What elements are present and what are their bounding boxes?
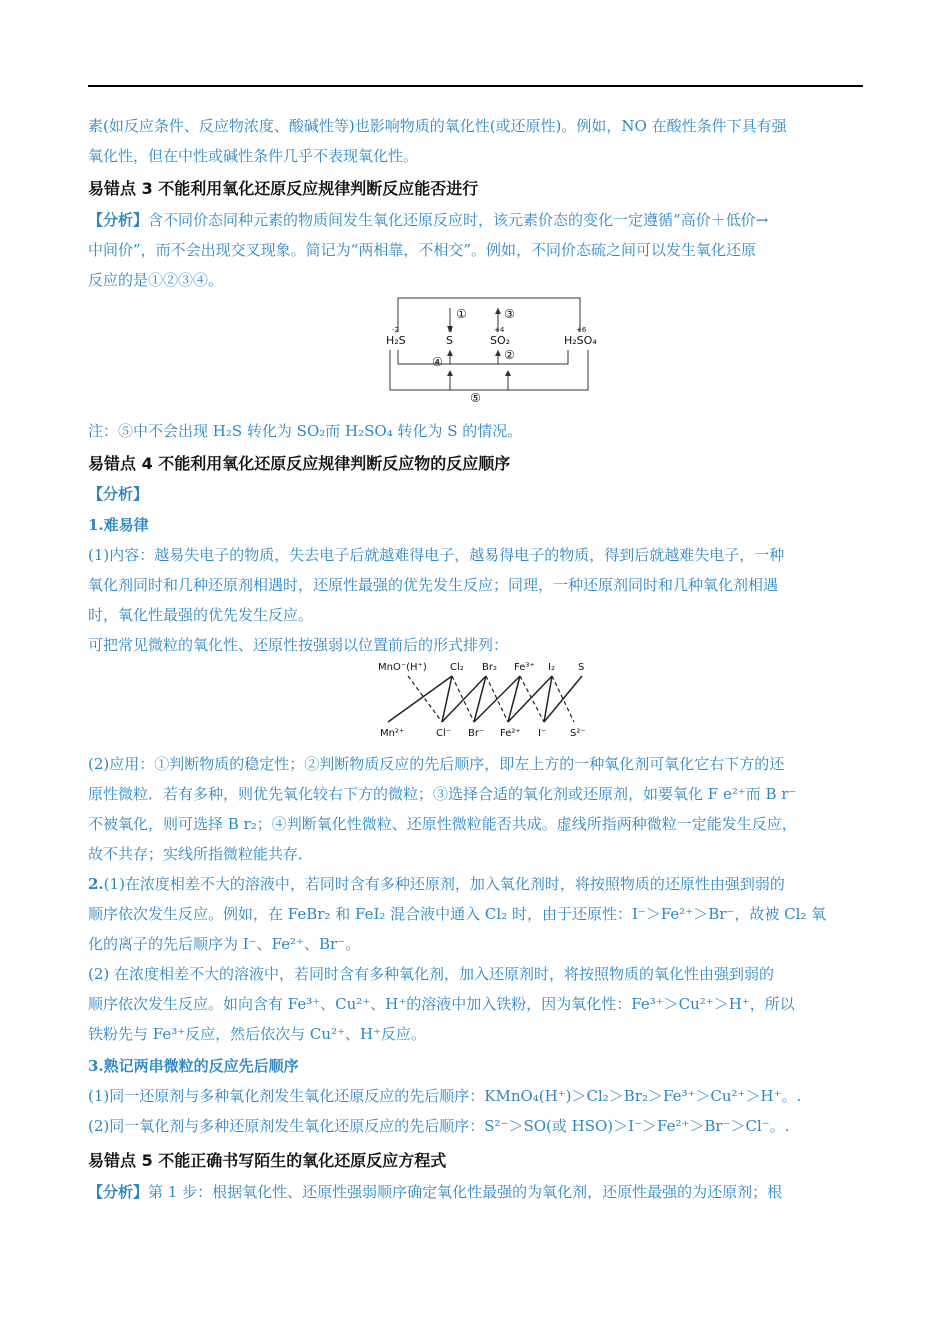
analysis-paragraph: [88, 1177, 868, 1207]
reducer-label: Cl⁻: [436, 728, 452, 739]
paragraph-line: 氧化剂同时和几种还原剂相遇时，还原性最强的优先发生反应；同理，一种还原剂同时和几种氧化剂相遇: [88, 576, 779, 594]
mark-3: ③: [504, 307, 515, 321]
reducer-label: Fe²⁺: [500, 728, 521, 739]
paragraph-line: 顺序依次发生反应。如向含有 Fe³⁺、Cu²⁺、H⁺的溶液中加入铁粉，因为氧化性：Fe³⁺＞Cu²⁺＞H⁺，所以: [88, 995, 795, 1013]
oxidizer-label: Br₂: [482, 662, 497, 673]
paragraph-line: 中间价”，而不会出现交叉现象。简记为“两相靠，不相交”。例如，不同价态硫之间可以发生氧化还原: [88, 241, 757, 259]
subheading-3: 3.熟记两串微粒的反应先后顺序: [88, 1057, 299, 1075]
mark-4: ④: [432, 355, 443, 369]
oxidizer-label: I₂: [548, 662, 555, 673]
paragraph-line: 含不同价态同种元素的物质间发生氧化还原反应时，该元素价态的变化一定遵循“高价＋低价→: [148, 211, 769, 229]
analysis-tag: 【分析】: [88, 1183, 149, 1201]
subheading-2: 2.: [88, 875, 104, 893]
species-label: H₂SO₄: [564, 334, 597, 347]
reducer-label: I⁻: [538, 728, 547, 739]
mark-1: ①: [456, 307, 467, 321]
paragraph-text: (1)在浓度相差不大的溶液中，若同时含有多种还原剂，加入氧化剂时，将按照物质的还原性由强到弱的: [103, 875, 785, 893]
species-label: H₂S: [386, 334, 406, 347]
paragraph-line: (1)同一还原剂与多种氧化剂发生氧化还原反应的先后顺序：KMnO₄(H⁺)＞Cl₂＞Br₂＞Fe³⁺＞Cu²⁺＞H⁺。.: [88, 1087, 802, 1105]
header-rule: [88, 85, 863, 87]
oxidizer-label: S: [578, 662, 585, 673]
figure-note: 注：⑤中不会出现 H₂S 转化为 SO₂而 H₂SO₄ 转化为 S 的情况。: [88, 422, 523, 440]
paragraph-line: (2)应用：①判断物质的稳定性；②判断物质反应的先后顺序，即左上方的一种氧化剂可氧化它右下方的还: [88, 755, 785, 773]
valence-label: -2: [392, 326, 399, 334]
analysis-paragraph: [88, 205, 868, 235]
paragraph-line: 素(如反应条件、反应物浓度、酸碱性等)也影响物质的氧化性(或还原性)。例如，NO 在酸性条件下具有强: [88, 117, 787, 135]
reducer-label: S²⁻: [570, 728, 586, 739]
paragraph-line: 化的离子的先后顺序为 I⁻、Fe²⁺、Br⁻。: [88, 935, 361, 953]
paragraph-line: (1)内容：越易失电子的物质，失去电子后就越难得电子，越易得电子的物质，得到后就越难失电子，一种: [88, 546, 785, 564]
paragraph-line: 顺序依次发生反应。例如，在 FeBr₂ 和 FeI₂ 混合液中通入 Cl₂ 时，由于还原性：I⁻＞Fe²⁺＞Br⁻，故被 Cl₂ 氧: [88, 905, 827, 923]
section-heading-4: 易错点 4 不能利用氧化还原反应规律判断反应物的反应顺序: [88, 454, 511, 473]
analysis-tag: 【分析】: [88, 485, 149, 503]
reducer-label: Mn²⁺: [380, 728, 405, 739]
paragraph-line: 氧化性，但在中性或碱性条件几乎不表现氧化性。: [88, 147, 419, 165]
oxidizer-label: Fe³⁺: [514, 662, 535, 673]
paragraph-line: 故不共存；实线所指微粒能共存．: [88, 845, 314, 863]
paragraph-line: 反应的是①②③④。: [88, 271, 224, 289]
section-heading-5: 易错点 5 不能正确书写陌生的氧化还原反应方程式: [88, 1151, 447, 1170]
paragraph-line: (2) 在浓度相差不大的溶液中，若同时含有多种氧化剂，加入还原剂时，将按照物质的氧化性由强到弱的: [88, 965, 775, 983]
analysis-tag: 【分析】: [88, 211, 149, 229]
paragraph-line: 时，氧化性最强的优先发生反应。: [88, 606, 314, 624]
oxidizer-label: Cl₂: [450, 662, 464, 673]
valence-label: +6: [576, 326, 587, 334]
paragraph-text: 第 1 步：根据氧化性、还原性强弱顺序确定氧化性最强的为氧化剂，还原性最强的为还原剂；根: [148, 1183, 783, 1201]
oxidizer-label: MnO⁻(H⁺): [378, 662, 427, 673]
valence-label: +4: [494, 326, 505, 334]
redox-order-diagram: [378, 656, 600, 742]
valence-label: 0: [448, 326, 453, 334]
sulfur-valence-diagram: [368, 292, 618, 408]
subheading-1: 1.难易律: [88, 516, 149, 534]
mark-5: ⑤: [470, 391, 481, 405]
paragraph-line: 铁粉先与 Fe³⁺反应，然后依次与 Cu²⁺、H⁺反应。: [88, 1025, 426, 1043]
species-label: SO₂: [490, 334, 511, 347]
mark-2: ②: [504, 348, 515, 362]
paragraph-line: 可把常见微粒的氧化性、还原性按强弱以位置前后的形式排列：: [88, 636, 509, 654]
paragraph-line: 不被氧化，则可选择 B r₂；④判断氧化性微粒、还原性微粒能否共成。虚线所指两种微粒一定能发生反应，: [88, 815, 797, 833]
paragraph-line: [88, 869, 868, 899]
reducer-label: Br⁻: [468, 728, 485, 739]
paragraph-line: (2)同一氧化剂与多种还原剂发生氧化还原反应的先后顺序：S²⁻＞SO(或 HSO)＞I⁻＞Fe²⁺＞Br⁻＞Cl⁻。.: [88, 1117, 790, 1135]
paragraph-line: 原性微粒．若有多种，则优先氧化较右下方的微粒；③选择合适的氧化剂或还原剂，如要氧化 F e²⁺而 B r⁻: [88, 785, 797, 803]
species-label: S: [446, 334, 453, 347]
section-heading-3: 易错点 3 不能利用氧化还原反应规律判断反应能否进行: [88, 179, 479, 198]
